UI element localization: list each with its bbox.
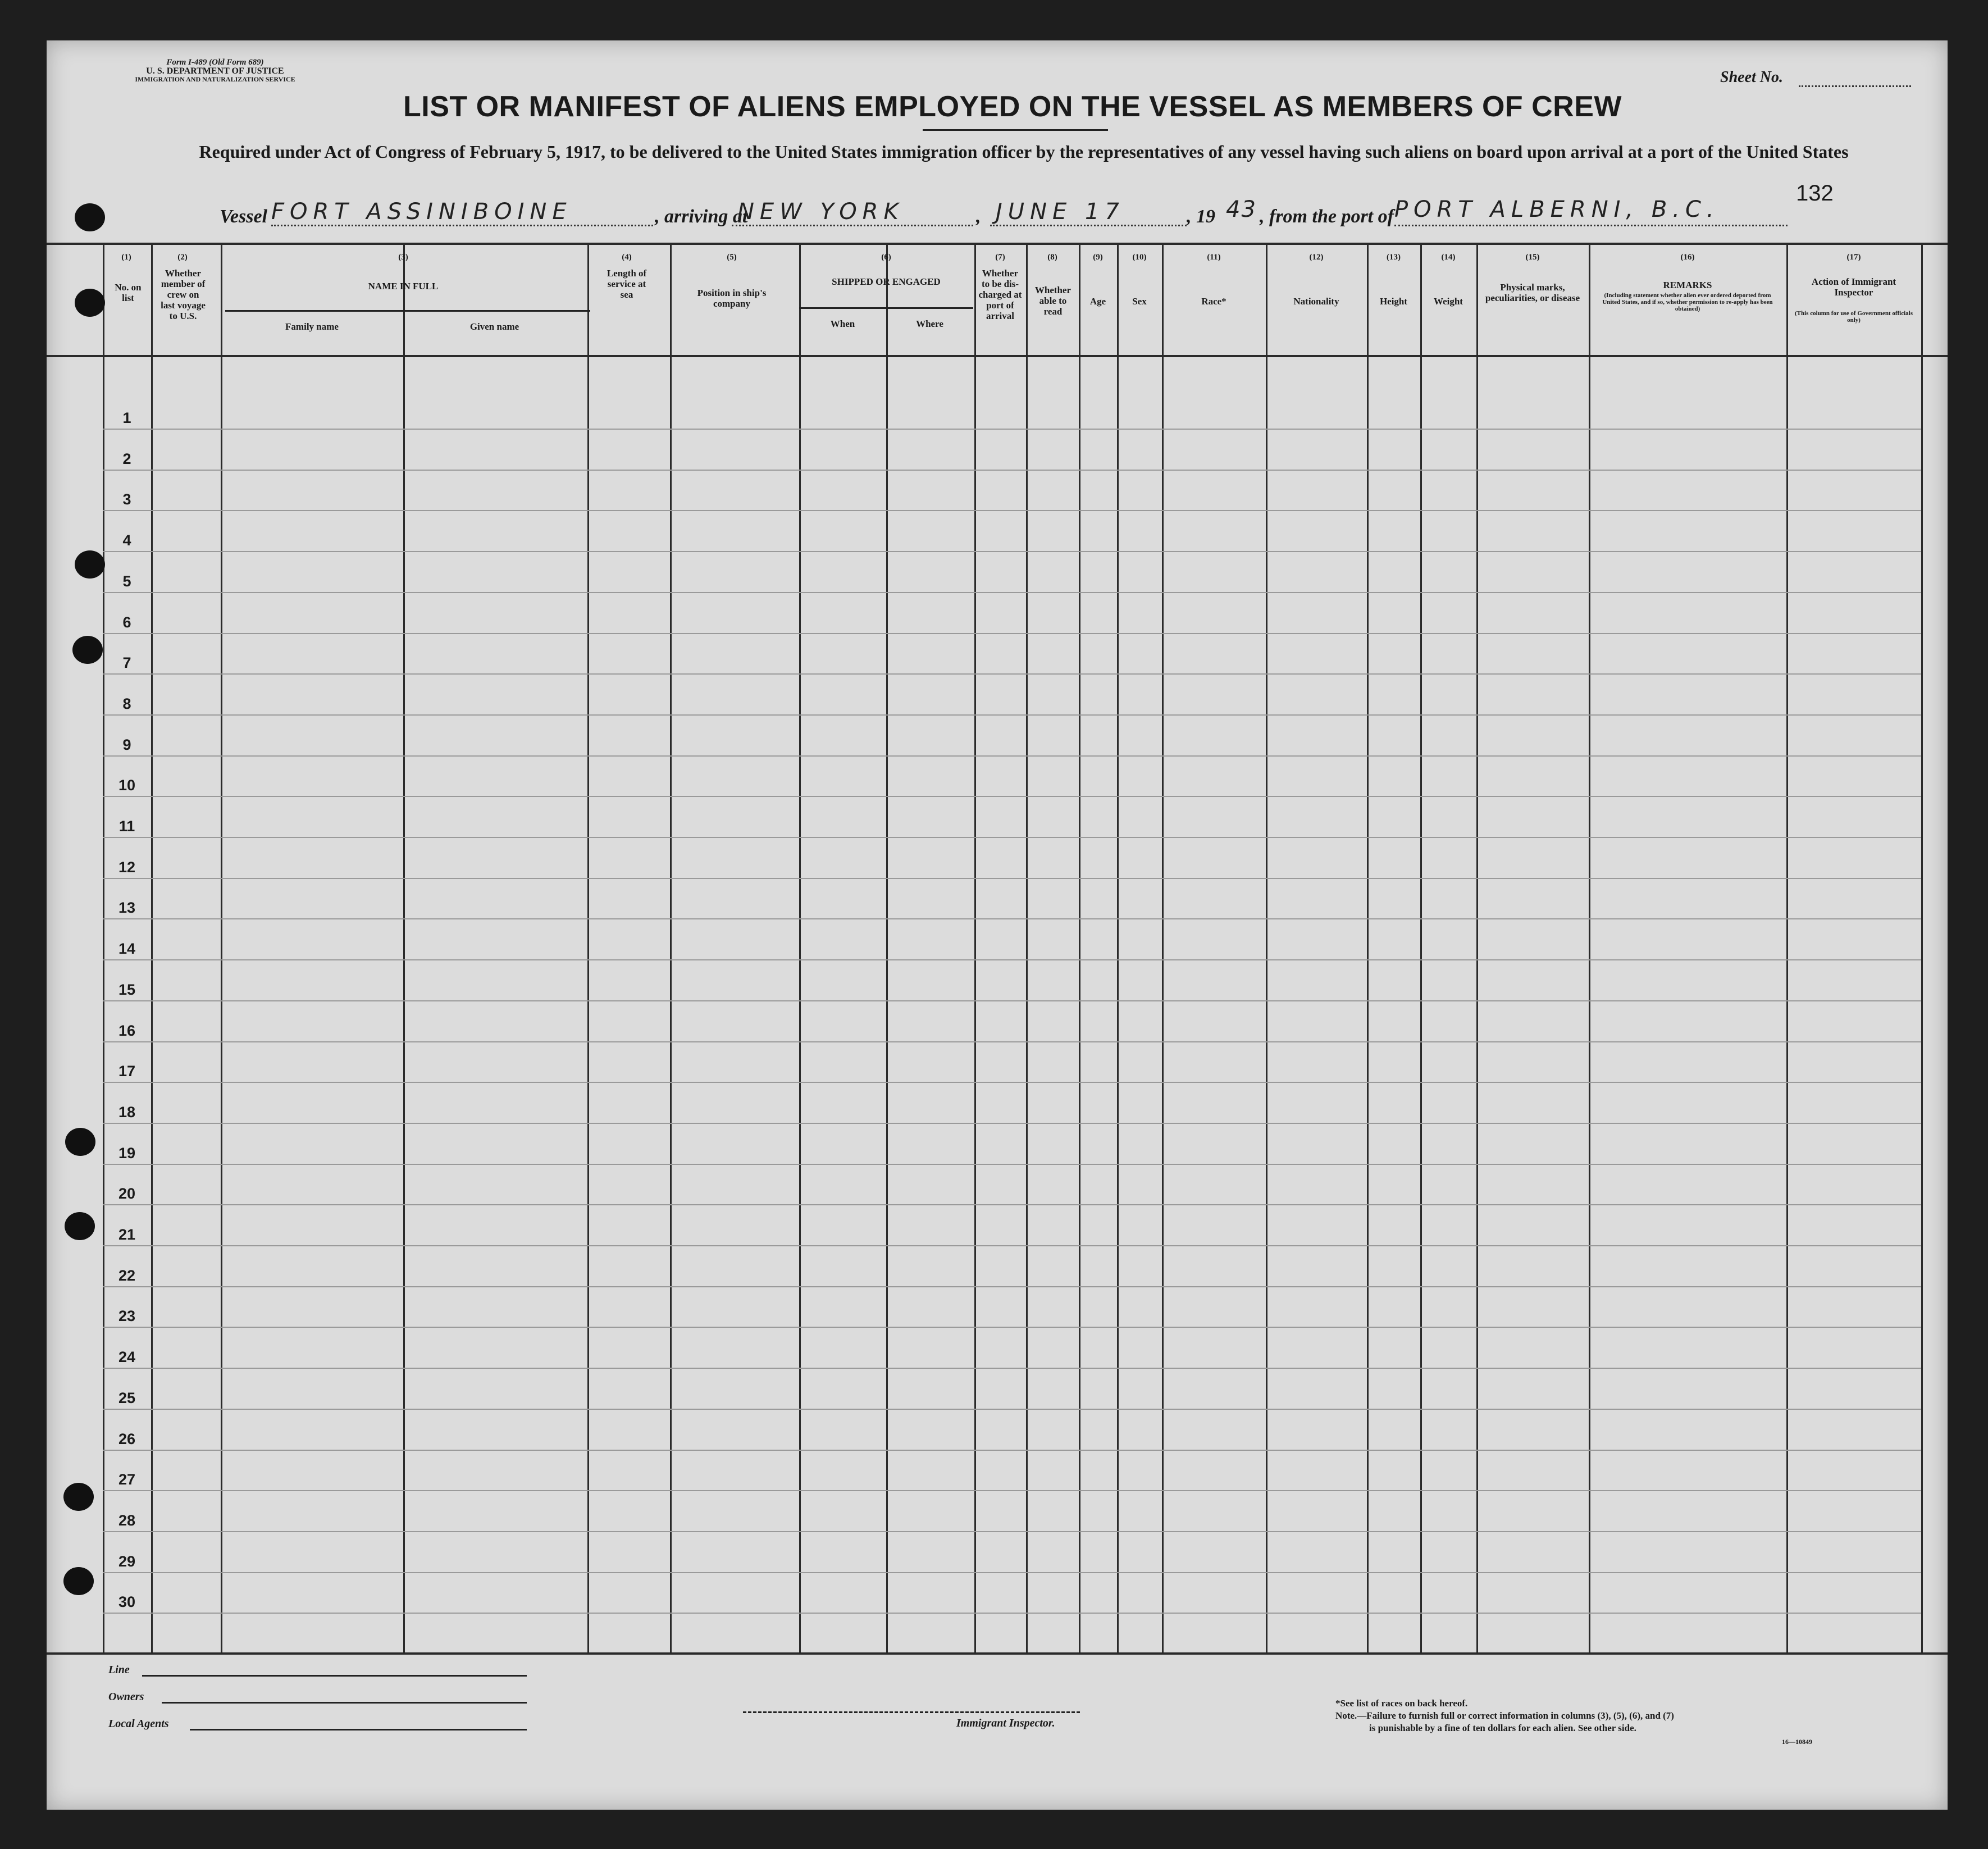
column-divider: [1367, 244, 1369, 1652]
col-11-number: (11): [1207, 253, 1221, 262]
row-number: 25: [118, 1389, 136, 1406]
col-4-number: (4): [622, 253, 632, 262]
col-16-header: REMARKS: [1663, 280, 1712, 290]
page-title: LIST OR MANIFEST OF ALIENS EMPLOYED ON THE VESSEL AS MEMBERS OF CREW: [403, 90, 1622, 123]
column-divider: [587, 244, 589, 1652]
col-17-header: Action of Immigrant Inspector: [1811, 276, 1896, 298]
local-agents-label: Local Agents: [108, 1718, 169, 1730]
binder-hole: [65, 1212, 95, 1240]
column-divider: [1589, 244, 1590, 1652]
column-divider: [799, 244, 801, 1652]
table-row: [103, 755, 1921, 757]
col-2-number: (2): [177, 253, 188, 262]
column-divider: [1117, 244, 1119, 1652]
col-8-number: (8): [1047, 253, 1057, 262]
table-row: [103, 633, 1921, 634]
col-1-number: (1): [121, 253, 131, 262]
row-number: 24: [118, 1349, 136, 1366]
row-number: 14: [118, 940, 136, 958]
col-5-header: Position in ship's company: [697, 288, 767, 309]
binder-hole: [63, 1483, 94, 1511]
table-row: [103, 1327, 1921, 1328]
col-3-header: NAME IN FULL: [368, 281, 439, 292]
binder-hole: [75, 203, 105, 231]
row-number: 2: [122, 450, 131, 467]
table-row: [103, 470, 1921, 471]
column-divider: [221, 244, 222, 1652]
table-row: [103, 1613, 1921, 1614]
col-3-family-name: Family name: [285, 321, 339, 332]
table-row: [103, 1286, 1921, 1287]
table-row: [103, 918, 1921, 919]
table-row: [103, 551, 1921, 552]
row-number: 3: [122, 491, 131, 508]
row-number: 5: [122, 572, 131, 590]
form-number: Form I-489 (Old Form 689): [166, 58, 264, 67]
col-13-number: (13): [1387, 253, 1401, 262]
col-14-number: (14): [1441, 253, 1456, 262]
departure-port: PORT ALBERNI, B.C.: [1394, 197, 1720, 222]
column-divider: [1026, 244, 1028, 1652]
races-note: *See list of races on back hereof.: [1335, 1698, 1468, 1709]
penalty-note-1: Note.—Failure to furnish full or correct information in columns (3), (5), (6), and (7): [1335, 1710, 1674, 1721]
row-number: 6: [122, 613, 131, 631]
table-row: [103, 592, 1921, 593]
inspector-label: Immigrant Inspector.: [956, 1717, 1055, 1729]
col-2-header: Whether member of crew on last voyage to U.S.: [161, 268, 206, 321]
department-name: U. S. DEPARTMENT OF JUSTICE: [146, 66, 284, 76]
col-1-header: No. on list: [115, 282, 142, 303]
column-divider: [1921, 244, 1923, 1652]
col-4-header: Length of service at sea: [607, 268, 647, 300]
row-number: 13: [118, 899, 136, 917]
year-prefix: , 19: [1187, 206, 1215, 227]
table-row: [103, 1450, 1921, 1451]
arrival-port: NEW YORK: [737, 199, 904, 225]
vessel-name: FORT ASSINIBOINE: [271, 199, 572, 225]
column-divider: [1420, 244, 1422, 1652]
sheet-number-stamp: 132: [1796, 181, 1834, 206]
col-15-header: Physical marks, peculiarities, or disease: [1485, 282, 1580, 303]
table-row: [103, 1490, 1921, 1491]
column-divider: [974, 244, 976, 1652]
table-row: [103, 1368, 1921, 1369]
col-3-number: (3): [398, 253, 408, 262]
table-row: [103, 1123, 1921, 1124]
sheet-number-label: Sheet No.: [1720, 69, 1783, 86]
row-number: 11: [118, 818, 135, 835]
binder-hole: [75, 550, 105, 579]
penalty-note-2: is punishable by a fine of ten dollars for each alien. See other side.: [1369, 1723, 1636, 1733]
row-number: 20: [118, 1185, 136, 1203]
arriving-label: , arriving at: [655, 206, 748, 227]
table-row: [103, 796, 1921, 797]
row-number: 7: [122, 654, 131, 672]
local-agents-field: [190, 1729, 527, 1730]
row-number: 10: [118, 777, 136, 794]
table-row: [103, 1041, 1921, 1042]
row-number: 22: [118, 1267, 136, 1284]
table-row: [103, 1245, 1921, 1246]
table-row: [103, 837, 1921, 838]
col-7-header: Whether to be dis-charged at port of arrival: [978, 268, 1022, 321]
column-divider: [1266, 244, 1267, 1652]
col-6-number: (6): [881, 253, 891, 262]
col-15-number: (15): [1525, 253, 1540, 262]
row-number: 28: [118, 1511, 136, 1529]
column-divider: [151, 244, 153, 1652]
col-10-header: Sex: [1132, 296, 1147, 307]
col-12-header: Nationality: [1293, 296, 1339, 307]
table-top-border: [47, 243, 1948, 245]
table-row: [103, 714, 1921, 716]
col-13-header: Height: [1379, 296, 1408, 307]
table-row: [103, 1164, 1921, 1165]
name-header-divider: [225, 310, 590, 312]
col-10-number: (10): [1132, 253, 1147, 262]
inspector-signature-line: [743, 1711, 1080, 1713]
table-row: [103, 1204, 1921, 1205]
vessel-line: [271, 225, 653, 226]
shipped-header-divider: [799, 307, 973, 309]
from-port-label: , from the port of: [1260, 206, 1394, 227]
row-number: 27: [118, 1471, 136, 1488]
row-number: 29: [118, 1552, 136, 1570]
binder-hole: [63, 1567, 94, 1595]
table-row: [103, 1000, 1921, 1001]
col-16-number: (16): [1680, 253, 1695, 262]
column-divider: [103, 244, 104, 1652]
owners-field: [162, 1702, 527, 1704]
service-name: IMMIGRATION AND NATURALIZATION SERVICE: [135, 75, 295, 83]
column-divider: [1079, 244, 1080, 1652]
col-8-header: Whether able to read: [1034, 285, 1071, 317]
departure-port-line: [1394, 225, 1788, 226]
arrival-date-line: [990, 225, 1187, 226]
manifest-page: [47, 40, 1948, 1810]
col-11-header: Race*: [1201, 296, 1226, 307]
column-divider: [886, 244, 888, 1652]
col-5-number: (5): [727, 253, 737, 262]
col-9-number: (9): [1093, 253, 1103, 262]
table-row: [103, 510, 1921, 511]
col-14-header: Weight: [1434, 296, 1463, 307]
vessel-label: Vessel: [220, 206, 267, 227]
row-number: 16: [118, 1022, 136, 1039]
row-number: 1: [122, 409, 131, 426]
table-row: [103, 1409, 1921, 1410]
table-row: [103, 1082, 1921, 1083]
table-row: [103, 1531, 1921, 1532]
title-underline: [923, 129, 1108, 131]
column-divider: [670, 244, 672, 1652]
row-number: 8: [122, 695, 131, 712]
col-7-number: (7): [995, 253, 1005, 262]
form-code: 16—10849: [1782, 1738, 1812, 1746]
page-subtitle: Required under Act of Congress of February 5, 1917, to be delivered to the United States immigration officer by the representatives of any vessel having such aliens on board upon arrival at a port of the United States: [199, 142, 1849, 162]
table-row: [103, 673, 1921, 675]
row-number: 21: [118, 1226, 136, 1243]
col-9-header: Age: [1089, 296, 1106, 307]
col-6-header: SHIPPED OR ENGAGED: [832, 276, 941, 287]
binder-hole: [65, 1128, 95, 1156]
row-number: 15: [118, 981, 136, 998]
col-16-note: (Including statement whether alien ever ordered deported from United States, and if so, whether permission to re-apply has been obtained): [1602, 292, 1773, 312]
column-divider: [1476, 244, 1478, 1652]
sheet-number-line: [1799, 85, 1911, 87]
col-17-number: (17): [1846, 253, 1861, 262]
line-label: Line: [108, 1664, 130, 1676]
header-bottom-border: [47, 355, 1948, 357]
line-field: [142, 1675, 527, 1677]
row-number: 23: [118, 1308, 136, 1325]
row-number: 19: [118, 1144, 136, 1162]
row-number: 30: [118, 1593, 136, 1611]
arrival-port-line: [732, 225, 973, 226]
comma-separator: ,: [976, 206, 981, 227]
form-identification: [114, 58, 316, 84]
col-6-where: Where: [916, 318, 943, 329]
row-number: 4: [122, 532, 131, 549]
col-12-number: (12): [1309, 253, 1324, 262]
row-number: 17: [118, 1063, 136, 1080]
arrival-year: 43: [1226, 197, 1257, 222]
binder-hole: [75, 289, 105, 317]
table-row: [103, 959, 1921, 960]
column-divider: [1786, 244, 1788, 1652]
table-row: [103, 878, 1921, 879]
row-number: 18: [118, 1103, 136, 1121]
row-number: 9: [122, 736, 131, 753]
owners-label: Owners: [108, 1691, 144, 1703]
row-number: 12: [118, 858, 136, 876]
col-6-when: When: [830, 318, 855, 329]
col-17-note: (This column for use of Government officials only): [1795, 310, 1913, 324]
column-divider: [403, 244, 405, 1652]
binder-hole: [72, 636, 103, 664]
table-bottom-border: [47, 1652, 1948, 1655]
arrival-date: JUNE 17: [996, 199, 1125, 225]
column-divider: [1162, 244, 1164, 1652]
col-3-given-name: Given name: [469, 321, 519, 332]
row-number: 26: [118, 1430, 136, 1447]
table-row: [103, 1572, 1921, 1573]
table-row: [103, 429, 1921, 430]
